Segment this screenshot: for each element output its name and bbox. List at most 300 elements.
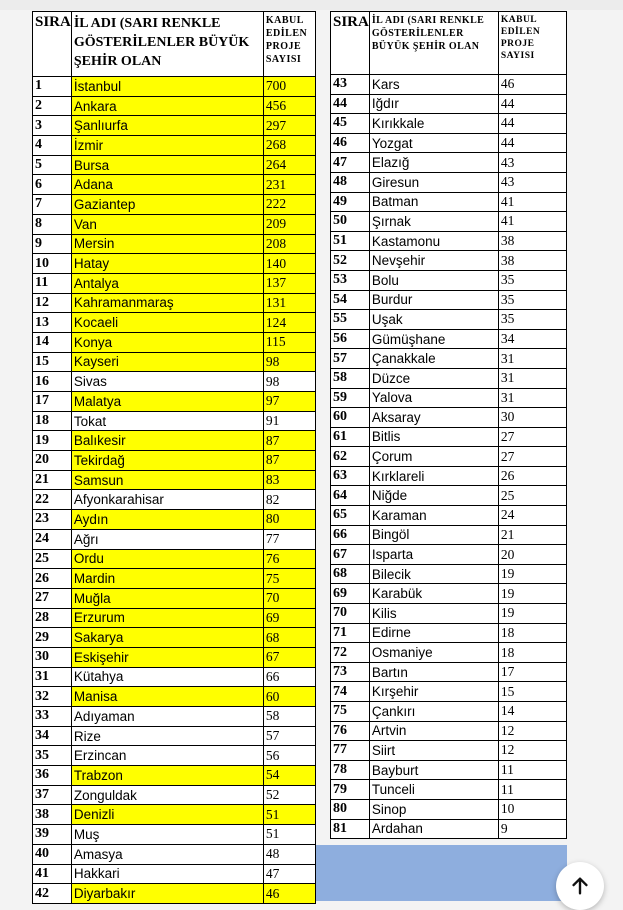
project-count: 98 <box>263 372 315 392</box>
province-name: Kastamonu <box>369 231 498 251</box>
row-number: 40 <box>33 844 72 864</box>
project-count: 80 <box>263 510 315 530</box>
row-number: 50 <box>331 212 370 232</box>
table-row <box>331 427 567 447</box>
project-count: 34 <box>498 329 566 349</box>
table-row <box>331 231 567 251</box>
table-row <box>33 569 316 589</box>
province-name: Düzce <box>369 368 498 388</box>
row-number: 59 <box>331 388 370 408</box>
table-row <box>331 702 567 722</box>
row-number: 79 <box>331 780 370 800</box>
row-number: 6 <box>33 175 72 195</box>
project-count: 124 <box>263 313 315 333</box>
province-name: Bingöl <box>369 525 498 545</box>
province-name: Gümüşhane <box>369 329 498 349</box>
table-row <box>33 234 316 254</box>
row-number: 67 <box>331 545 370 565</box>
table-row <box>331 643 567 663</box>
project-count: 98 <box>263 352 315 372</box>
province-name: Osmaniye <box>369 643 498 663</box>
province-name: İstanbul <box>71 77 263 97</box>
project-count: 9 <box>498 819 566 839</box>
project-count: 44 <box>498 94 566 114</box>
row-number: 19 <box>33 431 72 451</box>
row-number: 33 <box>33 707 72 727</box>
table-row <box>331 270 567 290</box>
province-name: Ardahan <box>369 819 498 839</box>
table-row <box>331 525 567 545</box>
project-count: 76 <box>263 549 315 569</box>
back-to-top-button[interactable] <box>556 862 604 910</box>
project-count: 19 <box>498 584 566 604</box>
province-name: Şırnak <box>369 212 498 232</box>
project-count: 44 <box>498 133 566 153</box>
project-count: 24 <box>498 506 566 526</box>
province-name: Gaziantep <box>71 195 263 215</box>
project-count: 10 <box>498 799 566 819</box>
table-row <box>33 116 316 136</box>
project-count: 12 <box>498 741 566 761</box>
row-number: 49 <box>331 192 370 212</box>
province-name: Tokat <box>71 411 263 431</box>
project-count: 140 <box>263 254 315 274</box>
table-row <box>331 584 567 604</box>
province-name: Artvin <box>369 721 498 741</box>
province-name: Muş <box>71 825 263 845</box>
row-number: 27 <box>33 588 72 608</box>
project-count: 69 <box>263 608 315 628</box>
table-row <box>331 192 567 212</box>
row-number: 81 <box>331 819 370 839</box>
table-row <box>33 667 316 687</box>
project-count: 30 <box>498 408 566 428</box>
project-count: 137 <box>263 273 315 293</box>
project-count: 297 <box>263 116 315 136</box>
project-count: 208 <box>263 234 315 254</box>
table-row <box>331 466 567 486</box>
row-number: 66 <box>331 525 370 545</box>
project-count: 27 <box>498 447 566 467</box>
table-row <box>331 290 567 310</box>
table-row <box>331 408 567 428</box>
row-number: 54 <box>331 290 370 310</box>
province-name: Nevşehir <box>369 251 498 271</box>
province-name: Bitlis <box>369 427 498 447</box>
province-name: Erzincan <box>71 746 263 766</box>
table-row <box>33 175 316 195</box>
table-row <box>331 329 567 349</box>
row-number: 4 <box>33 136 72 156</box>
province-name: Ağrı <box>71 529 263 549</box>
table-row <box>331 564 567 584</box>
row-number: 38 <box>33 805 72 825</box>
province-name: Bayburt <box>369 760 498 780</box>
province-name: Diyarbakır <box>71 884 263 904</box>
province-name: Sakarya <box>71 628 263 648</box>
row-number: 16 <box>33 372 72 392</box>
province-name: Karaman <box>369 506 498 526</box>
project-count: 41 <box>498 212 566 232</box>
table-row <box>33 647 316 667</box>
table-row <box>331 741 567 761</box>
row-number: 71 <box>331 623 370 643</box>
project-count: 26 <box>498 466 566 486</box>
row-number: 52 <box>331 251 370 271</box>
table-row <box>33 155 316 175</box>
table-row <box>331 75 567 95</box>
row-number: 62 <box>331 447 370 467</box>
row-number: 37 <box>33 785 72 805</box>
table-row <box>331 388 567 408</box>
project-count: 83 <box>263 470 315 490</box>
table-row <box>331 662 567 682</box>
project-count: 18 <box>498 643 566 663</box>
row-number: 61 <box>331 427 370 447</box>
project-count: 77 <box>263 529 315 549</box>
project-count: 15 <box>498 682 566 702</box>
table-row <box>331 780 567 800</box>
row-number: 64 <box>331 486 370 506</box>
row-number: 17 <box>33 392 72 412</box>
table-row <box>33 431 316 451</box>
province-name: Kütahya <box>71 667 263 687</box>
table-row <box>33 77 316 97</box>
province-name: Isparta <box>369 545 498 565</box>
province-name: Samsun <box>71 470 263 490</box>
project-count: 131 <box>263 293 315 313</box>
table-row <box>331 819 567 839</box>
province-name: Aksaray <box>369 408 498 428</box>
table-row <box>33 392 316 412</box>
project-count: 67 <box>263 647 315 667</box>
province-name: Kilis <box>369 604 498 624</box>
row-number: 58 <box>331 368 370 388</box>
province-name: Antalya <box>71 273 263 293</box>
province-name: Amasya <box>71 844 263 864</box>
project-count: 19 <box>498 564 566 584</box>
province-name: Mersin <box>71 234 263 254</box>
province-name: Kayseri <box>71 352 263 372</box>
project-count: 700 <box>263 77 315 97</box>
row-number: 60 <box>331 408 370 428</box>
project-count: 57 <box>263 726 315 746</box>
table-row <box>331 251 567 271</box>
project-count: 38 <box>498 231 566 251</box>
province-name: Hatay <box>71 254 263 274</box>
project-count: 46 <box>263 884 315 904</box>
province-name: Iğdır <box>369 94 498 114</box>
table-row <box>33 293 316 313</box>
project-count: 66 <box>263 667 315 687</box>
province-name: Aydın <box>71 510 263 530</box>
province-name: Kırşehir <box>369 682 498 702</box>
province-name: Batman <box>369 192 498 212</box>
row-number: 80 <box>331 799 370 819</box>
row-number: 24 <box>33 529 72 549</box>
row-number: 23 <box>33 510 72 530</box>
row-number: 34 <box>33 726 72 746</box>
row-number: 14 <box>33 332 72 352</box>
project-count: 97 <box>263 392 315 412</box>
row-number: 72 <box>331 643 370 663</box>
table-row <box>331 623 567 643</box>
row-number: 41 <box>33 864 72 884</box>
row-number: 1 <box>33 77 72 97</box>
blue-filler-area <box>315 845 567 901</box>
province-name: Çankırı <box>369 702 498 722</box>
row-number: 5 <box>33 155 72 175</box>
row-number: 2 <box>33 96 72 116</box>
project-count: 51 <box>263 825 315 845</box>
table-row <box>33 825 316 845</box>
province-name: Konya <box>71 332 263 352</box>
row-number: 53 <box>331 270 370 290</box>
table-row <box>33 884 316 904</box>
province-name: Manisa <box>71 687 263 707</box>
project-count: 35 <box>498 290 566 310</box>
province-name: Tunceli <box>369 780 498 800</box>
province-name: Denizli <box>71 805 263 825</box>
table-row <box>33 844 316 864</box>
header-kabul: KABUL EDİLEN PROJE SAYISI <box>498 12 566 75</box>
project-count: 456 <box>263 96 315 116</box>
province-name: Tekirdağ <box>71 451 263 471</box>
province-name: Eskişehir <box>71 647 263 667</box>
table-row <box>33 746 316 766</box>
province-name: Çorum <box>369 447 498 467</box>
table-row <box>331 604 567 624</box>
table-row <box>33 352 316 372</box>
row-number: 68 <box>331 564 370 584</box>
project-count: 19 <box>498 604 566 624</box>
province-name: Giresun <box>369 172 498 192</box>
table-row <box>33 451 316 471</box>
province-name: Kahramanmaraş <box>71 293 263 313</box>
table-row <box>331 486 567 506</box>
table-row <box>33 313 316 333</box>
project-count: 31 <box>498 368 566 388</box>
province-name: Burdur <box>369 290 498 310</box>
row-number: 46 <box>331 133 370 153</box>
row-number: 22 <box>33 490 72 510</box>
row-number: 47 <box>331 153 370 173</box>
province-name: Şanlıurfa <box>71 116 263 136</box>
table-row <box>33 529 316 549</box>
row-number: 76 <box>331 721 370 741</box>
table-row <box>33 136 316 156</box>
province-table-left <box>32 11 316 904</box>
project-count: 91 <box>263 411 315 431</box>
province-name: Sinop <box>369 799 498 819</box>
row-number: 75 <box>331 702 370 722</box>
project-count: 222 <box>263 195 315 215</box>
project-count: 70 <box>263 588 315 608</box>
table-row <box>33 332 316 352</box>
province-name: Bartın <box>369 662 498 682</box>
row-number: 77 <box>331 741 370 761</box>
province-name: Kırıkkale <box>369 114 498 134</box>
project-count: 35 <box>498 310 566 330</box>
project-count: 31 <box>498 349 566 369</box>
project-count: 43 <box>498 172 566 192</box>
table-row <box>33 687 316 707</box>
row-number: 74 <box>331 682 370 702</box>
table-header-row <box>331 12 567 75</box>
row-number: 48 <box>331 172 370 192</box>
row-number: 65 <box>331 506 370 526</box>
project-count: 12 <box>498 721 566 741</box>
row-number: 10 <box>33 254 72 274</box>
province-name: Bursa <box>71 155 263 175</box>
province-name: Yalova <box>369 388 498 408</box>
province-name: Kocaeli <box>71 313 263 333</box>
province-name: Bilecik <box>369 564 498 584</box>
row-number: 15 <box>33 352 72 372</box>
project-count: 35 <box>498 270 566 290</box>
province-name: Erzurum <box>71 608 263 628</box>
province-name: Karabük <box>369 584 498 604</box>
table-row <box>33 785 316 805</box>
table-row <box>33 805 316 825</box>
header-il-adi: İL ADI (SARI RENKLE GÖSTERİLENLER BÜYÜK ŞEHİR OLAN <box>71 12 263 77</box>
row-number: 31 <box>33 667 72 687</box>
project-count: 58 <box>263 707 315 727</box>
province-name: Edirne <box>369 623 498 643</box>
province-name: Uşak <box>369 310 498 330</box>
table-row <box>331 310 567 330</box>
project-count: 75 <box>263 569 315 589</box>
row-number: 73 <box>331 662 370 682</box>
header-kabul: KABUL EDİLEN PROJE SAYISI <box>263 12 315 77</box>
project-count: 82 <box>263 490 315 510</box>
province-name: Elazığ <box>369 153 498 173</box>
row-number: 7 <box>33 195 72 215</box>
project-count: 54 <box>263 766 315 786</box>
row-number: 35 <box>33 746 72 766</box>
province-name: Malatya <box>71 392 263 412</box>
row-number: 13 <box>33 313 72 333</box>
row-number: 12 <box>33 293 72 313</box>
province-name: Yozgat <box>369 133 498 153</box>
row-number: 78 <box>331 760 370 780</box>
table-row <box>331 349 567 369</box>
row-number: 70 <box>331 604 370 624</box>
project-count: 231 <box>263 175 315 195</box>
project-count: 51 <box>263 805 315 825</box>
table-row <box>33 766 316 786</box>
project-count: 46 <box>498 75 566 95</box>
project-count: 115 <box>263 332 315 352</box>
row-number: 30 <box>33 647 72 667</box>
project-count: 264 <box>263 155 315 175</box>
project-count: 11 <box>498 780 566 800</box>
table-row <box>331 721 567 741</box>
row-number: 8 <box>33 214 72 234</box>
row-number: 44 <box>331 94 370 114</box>
project-count: 43 <box>498 153 566 173</box>
project-count: 56 <box>263 746 315 766</box>
project-count: 18 <box>498 623 566 643</box>
project-count: 11 <box>498 760 566 780</box>
table-row <box>331 682 567 702</box>
province-name: Afyonkarahisar <box>71 490 263 510</box>
province-name: Van <box>71 214 263 234</box>
province-name: Adana <box>71 175 263 195</box>
province-table-right <box>330 11 567 839</box>
province-name: Mardin <box>71 569 263 589</box>
project-count: 87 <box>263 431 315 451</box>
table-row <box>33 96 316 116</box>
row-number: 18 <box>33 411 72 431</box>
row-number: 20 <box>33 451 72 471</box>
header-il-adi: İL ADI (SARI RENKLE GÖSTERİLENLER BÜYÜK ŞEHİR OLAN <box>369 12 498 75</box>
table-row <box>331 153 567 173</box>
project-count: 209 <box>263 214 315 234</box>
row-number: 63 <box>331 466 370 486</box>
project-count: 31 <box>498 388 566 408</box>
row-number: 69 <box>331 584 370 604</box>
row-number: 32 <box>33 687 72 707</box>
province-name: Trabzon <box>71 766 263 786</box>
province-name: Ankara <box>71 96 263 116</box>
project-count: 14 <box>498 702 566 722</box>
province-name: Balıkesir <box>71 431 263 451</box>
row-number: 56 <box>331 329 370 349</box>
row-number: 42 <box>33 884 72 904</box>
project-count: 44 <box>498 114 566 134</box>
project-count: 48 <box>263 844 315 864</box>
row-number: 28 <box>33 608 72 628</box>
row-number: 21 <box>33 470 72 490</box>
table-row <box>331 447 567 467</box>
project-count: 68 <box>263 628 315 648</box>
table-row <box>331 212 567 232</box>
province-name: Rize <box>71 726 263 746</box>
province-name: İzmir <box>71 136 263 156</box>
row-number: 9 <box>33 234 72 254</box>
project-count: 25 <box>498 486 566 506</box>
province-name: Sivas <box>71 372 263 392</box>
project-count: 20 <box>498 545 566 565</box>
table-row <box>33 470 316 490</box>
project-count: 268 <box>263 136 315 156</box>
row-number: 11 <box>33 273 72 293</box>
project-count: 87 <box>263 451 315 471</box>
project-count: 41 <box>498 192 566 212</box>
row-number: 45 <box>331 114 370 134</box>
arrow-up-icon <box>569 875 591 897</box>
table-row <box>331 799 567 819</box>
row-number: 26 <box>33 569 72 589</box>
table-row <box>331 760 567 780</box>
table-row <box>33 628 316 648</box>
province-name: Siirt <box>369 741 498 761</box>
table-row <box>33 707 316 727</box>
row-number: 39 <box>33 825 72 845</box>
province-name: Niğde <box>369 486 498 506</box>
table-row <box>33 273 316 293</box>
table-row <box>331 94 567 114</box>
province-name: Bolu <box>369 270 498 290</box>
row-number: 29 <box>33 628 72 648</box>
header-sira: SIRA <box>331 12 370 75</box>
table-row <box>33 588 316 608</box>
row-number: 55 <box>331 310 370 330</box>
project-count: 38 <box>498 251 566 271</box>
row-number: 25 <box>33 549 72 569</box>
table-row <box>331 368 567 388</box>
